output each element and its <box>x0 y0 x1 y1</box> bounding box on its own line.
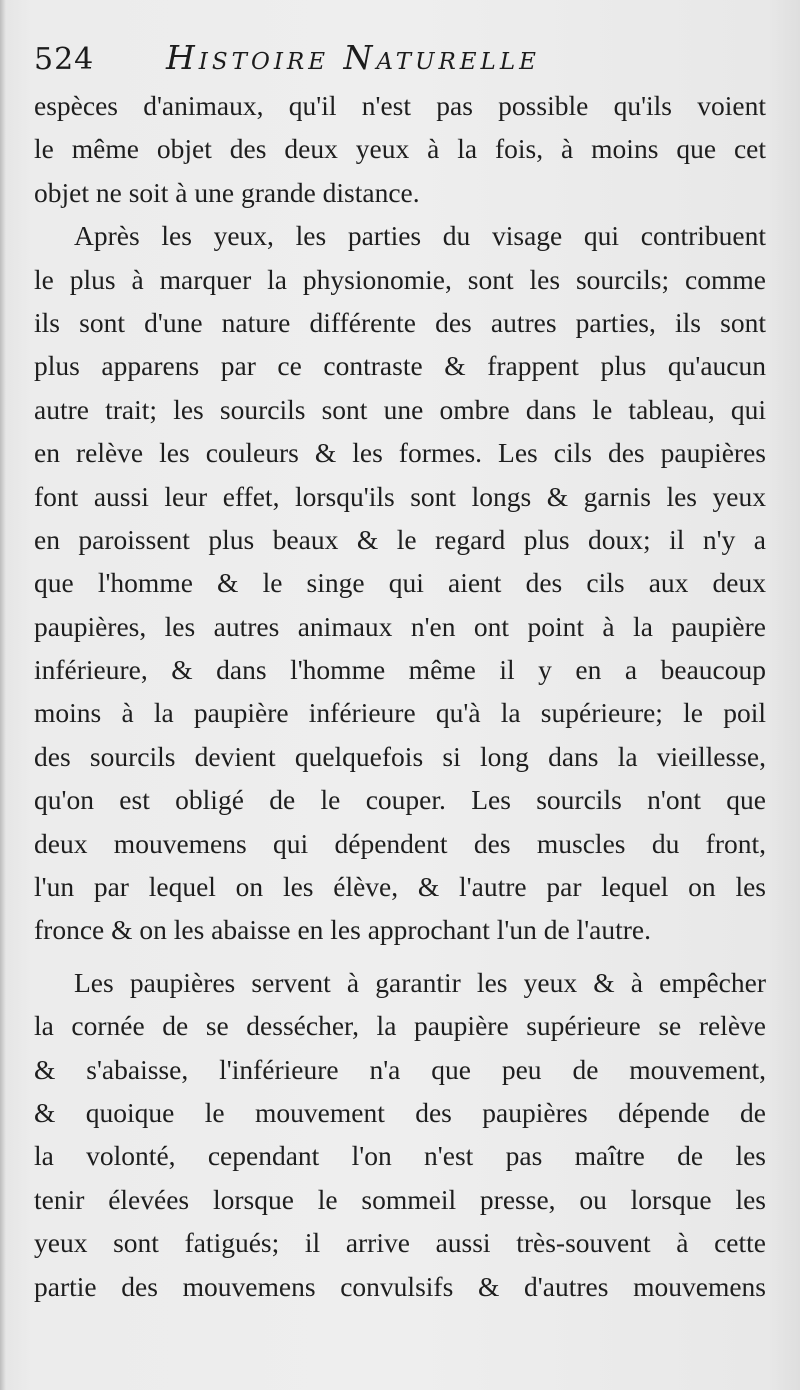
text-line: le même objet des deux yeux à la fois, à moins que cet <box>34 133 766 165</box>
text-line: en paroissent plus beaux & le regard plus doux; il n'y a <box>34 523 766 555</box>
text-line: espèces d'animaux, qu'il n'est pas possible qu'ils voient <box>34 90 766 121</box>
text-line: & s'abaisse, l'inférieure n'a que peu de mouvement, <box>34 1053 766 1085</box>
text-line: deux mouvemens qui dépendent des muscles du front, <box>34 827 766 859</box>
text-line: en relève les couleurs & les formes. Les cils des paupières <box>34 437 766 469</box>
text-line: ils sont d'une nature différente des autres parties, ils sont <box>34 306 766 338</box>
text-line: la cornée de se dessécher, la paupière supérieure se relève <box>34 1010 766 1042</box>
text-line: yeux sont fatigués; il arrive aussi très-souvent à cette <box>34 1227 766 1259</box>
text-line: tenir élevées lorsque le sommeil presse, ou lorsque les <box>34 1183 766 1215</box>
text-line: paupières, les autres animaux n'en ont point à la paupière <box>34 610 766 642</box>
text-line: objet ne soit à une grande distance. <box>34 176 420 208</box>
text-line: inférieure, & dans l'homme même il y en a beaucoup <box>34 654 766 686</box>
text-line: partie des mouvemens convulsifs & d'autres mouvemens <box>34 1270 766 1302</box>
page-header <box>34 28 774 88</box>
text-line: moins à la paupière inférieure qu'à la supérieure; le poil <box>34 697 766 729</box>
body-text <box>34 84 766 1308</box>
text-line: des sourcils devient quelquefois si long dans la vieillesse, <box>34 740 766 772</box>
text-line: l'un par lequel on les élève, & l'autre par lequel on les <box>34 871 766 903</box>
text-line: le plus à marquer la physionomie, sont les sourcils; comme <box>34 263 766 295</box>
text-line: & quoique le mouvement des paupières dépende de <box>34 1096 766 1128</box>
text-line: qu'on est obligé de le couper. Les sourcils n'ont que <box>34 784 766 816</box>
text-line: Après les yeux, les parties du visage qui contribuent <box>74 220 766 252</box>
running-title: Histoire Naturelle <box>166 38 540 77</box>
text-line: la volonté, cependant l'on n'est pas maître de les <box>34 1140 766 1172</box>
text-line: autre trait; les sourcils sont une ombre dans le tableau, qui <box>34 393 766 425</box>
text-line: font aussi leur effet, lorsqu'ils sont longs & garnis les yeux <box>34 480 766 512</box>
page-number: 524 <box>34 42 95 77</box>
text-line: fronce & on les abaisse en les approchant l'un de l'autre. <box>34 914 651 946</box>
text-line: Les paupières servent à garantir les yeux & à empêcher <box>74 966 766 998</box>
text-line: que l'homme & le singe qui aient des cils aux deux <box>34 567 766 599</box>
text-line: plus apparens par ce contraste & frappent plus qu'aucun <box>34 350 766 382</box>
